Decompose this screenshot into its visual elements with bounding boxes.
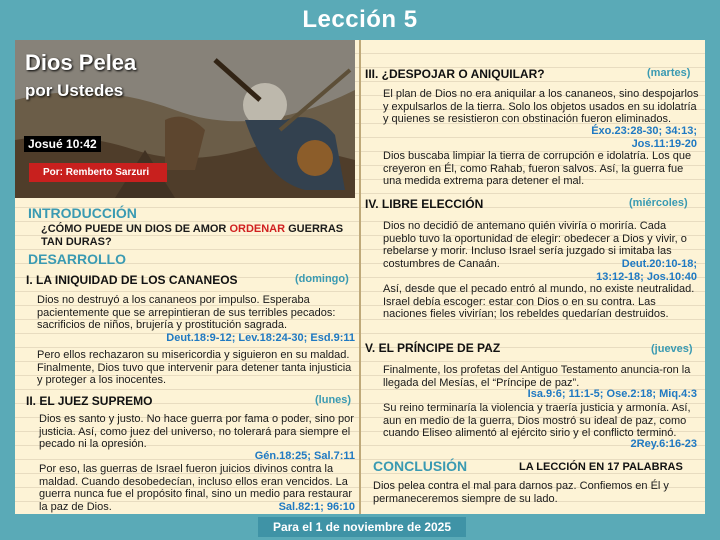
section-2-day: (lunes) [315, 394, 352, 406]
question-highlight: ORDENAR [229, 223, 286, 235]
section-3-paragraph-2: Dios buscaba limpiar la tierra de corrupción e idolatría. Los que creyeron en Él, como Rahab, fueron salvos. Así, la guerra fue una medida extrema para detener el mal. [383, 150, 692, 187]
footer-date: Para el 1 de noviembre de 2025 [258, 517, 466, 537]
section-3-references-b: Jos.11:19-20 [631, 138, 697, 150]
hero-subtitle: por Ustedes [25, 81, 124, 100]
conclusion-tag: LA LECCIÓN EN 17 PALABRAS [519, 461, 683, 473]
section-5-paragraph-2: Su reino terminaría la violencia y traería justicia y armonía. Así, aun en medio de la guerra, Dios mostró su ideal de paz, como cuando Eliseo alimentó al ejército sirio y el conflicto terminó. [383, 402, 691, 439]
key-verse-reference: Josué 10:42 [24, 136, 101, 152]
section-5-references-1: Isa.9:6; 11:1-5; Ose.2:18; Miq.4:3 [527, 388, 697, 400]
development-heading: DESARROLLO [28, 251, 126, 267]
section-2-paragraph-1: Dios es santo y justo. No hace guerra por fama o poder, sino por justicia. Así, como juez del universo, no tolerará para siempre el pecado ni la opresión. [39, 413, 354, 450]
author-badge: Por: Remberto Sarzuri [29, 163, 167, 182]
section-1-references: Deut.18:9-12; Lev.18:24-30; Esd.9:11 [166, 332, 355, 344]
section-4-day: (miércoles) [629, 197, 688, 209]
section-1-paragraph-2: Pero ellos rechazaron su misericordia y siguieron en su maldad. Finalmente, Dios tuvo que intervenir para detener tanta injusticia y proteger a los inocentes. [37, 349, 352, 386]
section-2-references-2: Sal.82:1; 96:10 [278, 501, 355, 513]
section-5-title: V. EL PRÍNCIPE DE PAZ [365, 341, 501, 355]
conclusion-heading: CONCLUSIÓN [373, 458, 468, 474]
introduction-heading: INTRODUCCIÓN [28, 205, 137, 221]
section-4-paragraph-1: Dios no decidió de antemano quién viviría o moriría. Cada pueblo tuvo la oportunidad de elegir: obedecer a Dios y vivir, o rebelarse y morir. Incluso Israel sería juzgado si imitaba las costumbres de Canaán. [383, 220, 687, 270]
question-part-2: GUERRAS [285, 223, 344, 235]
section-5-day: (jueves) [651, 343, 693, 355]
hero-title: Dios Pelea [25, 50, 137, 75]
lesson-title: Lección 5 [302, 6, 418, 33]
conclusion-text: Dios pelea contra el mal para darnos paz. Confiemos en Él y permaneceremos siempre de su lado. [373, 480, 669, 505]
section-1-text-1: Dios no destruyó a los cananeos por impulso. Esperaba pacientemente que se arrepintieran de sus terribles pecados: sacrificios de niños, brujería y prostitución sagrada. [37, 294, 336, 331]
introduction-question [41, 223, 351, 248]
section-5-paragraph-1: Finalmente, los profetas del Antiguo Testamento anuncia-ron la llegada del Mesías, el “Príncipe de paz”. [383, 364, 691, 389]
section-3-references-a: Éxo.23:28-30; 34:13; [591, 125, 697, 137]
section-4-references-a: Deut.20:10-18; [621, 258, 697, 270]
section-5-references-2: 2Rey.6:16-23 [630, 438, 697, 450]
section-2-paragraph-2: Por eso, las guerras de Israel fueron juicios divinos contra la maldad. Cuando desobedecían, incluso ellos eran vencidos. La guerra nunca fue el propósito final, sino un medio para restaurar la paz de Dios. [39, 463, 353, 513]
section-3-day: (martes) [647, 67, 691, 79]
section-2-title: II. EL JUEZ SUPREMO [26, 394, 153, 408]
section-1-title: I. LA INIQUIDAD DE LOS CANANEOS [26, 273, 238, 287]
section-2-references-1: Gén.18:25; Sal.7:11 [254, 450, 355, 462]
section-4-paragraph-2: Así, desde que el pecado entró al mundo, no existe neutralidad. Israel debía escoger: estar con Dios o en su contra. Las naciones fieles vivirían; los rebeldes quedarían destruidos. [383, 283, 695, 320]
section-1-paragraph-1 [37, 294, 355, 332]
section-3-title: III. ¿DESPOJAR O ANIQUILAR? [365, 67, 545, 81]
question-part-1: ¿CÓMO PUEDE UN DIOS DE AMOR [41, 223, 230, 235]
section-3-paragraph-1: El plan de Dios no era aniquilar a los cananeos, sino despojarlos y expulsarlos de la tierra. Solo los objetos usados en su idolatría y quienes se resistieron con obstinación fueron eliminados. [383, 88, 699, 125]
left-column [15, 40, 359, 514]
section-1-day: (domingo) [295, 273, 349, 285]
right-column [361, 40, 705, 514]
hero-illustration [15, 40, 355, 198]
section-4-title: IV. LIBRE ELECCIÓN [365, 197, 484, 211]
question-part-3: TAN DURAS? [41, 235, 112, 248]
section-4-references-b: 13:12-18; Jos.10:40 [596, 271, 697, 283]
